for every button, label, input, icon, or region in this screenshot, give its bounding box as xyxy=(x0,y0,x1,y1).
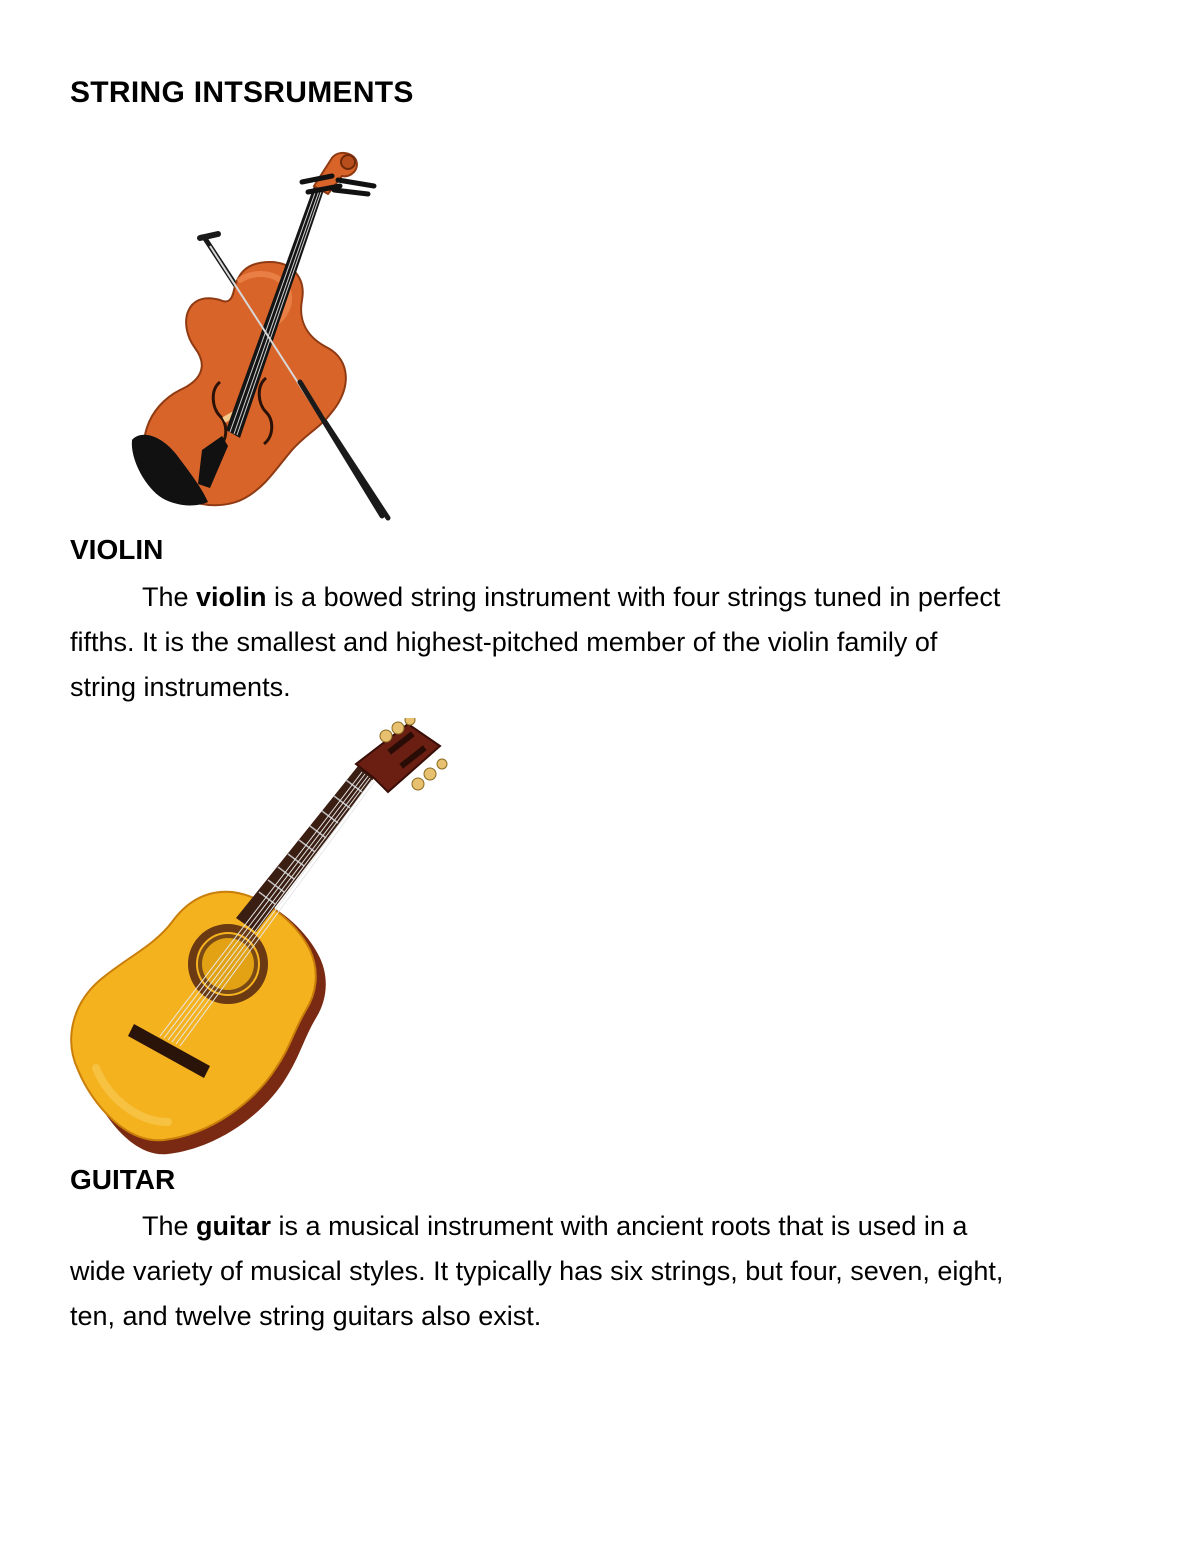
guitar-icon xyxy=(68,718,448,1158)
violin-description-line-1 xyxy=(70,575,1130,620)
guitar-description-lead: The xyxy=(142,1211,197,1241)
violin-description-line-3: string instruments. xyxy=(70,672,291,702)
guitar-heading: GUITAR xyxy=(70,1164,176,1195)
guitar-term: guitar xyxy=(196,1211,272,1241)
violin-description xyxy=(70,575,1130,710)
violin-term: violin xyxy=(196,582,267,612)
document-title: STRING INTSRUMENTS xyxy=(70,76,414,109)
guitar-description xyxy=(70,1204,1130,1339)
violin-description-lead: The xyxy=(142,582,197,612)
guitar-description-line-3: ten, and twelve string guitars also exist. xyxy=(70,1301,542,1331)
guitar-description-line-2: wide variety of musical styles. It typically has six strings, but four, seven, eight, xyxy=(70,1256,1004,1286)
guitar-description-line-1 xyxy=(70,1204,1130,1249)
violin-description-line-1-rest: is a bowed string instrument with four strings tuned in perfect xyxy=(266,582,1001,612)
violin-description-line-2: fifths. It is the smallest and highest-pitched member of the violin family of xyxy=(70,627,938,657)
guitar-description-line-1-rest: is a musical instrument with ancient roots that is used in a xyxy=(271,1211,968,1241)
violin-icon xyxy=(70,150,450,522)
violin-heading: VIOLIN xyxy=(70,534,164,565)
